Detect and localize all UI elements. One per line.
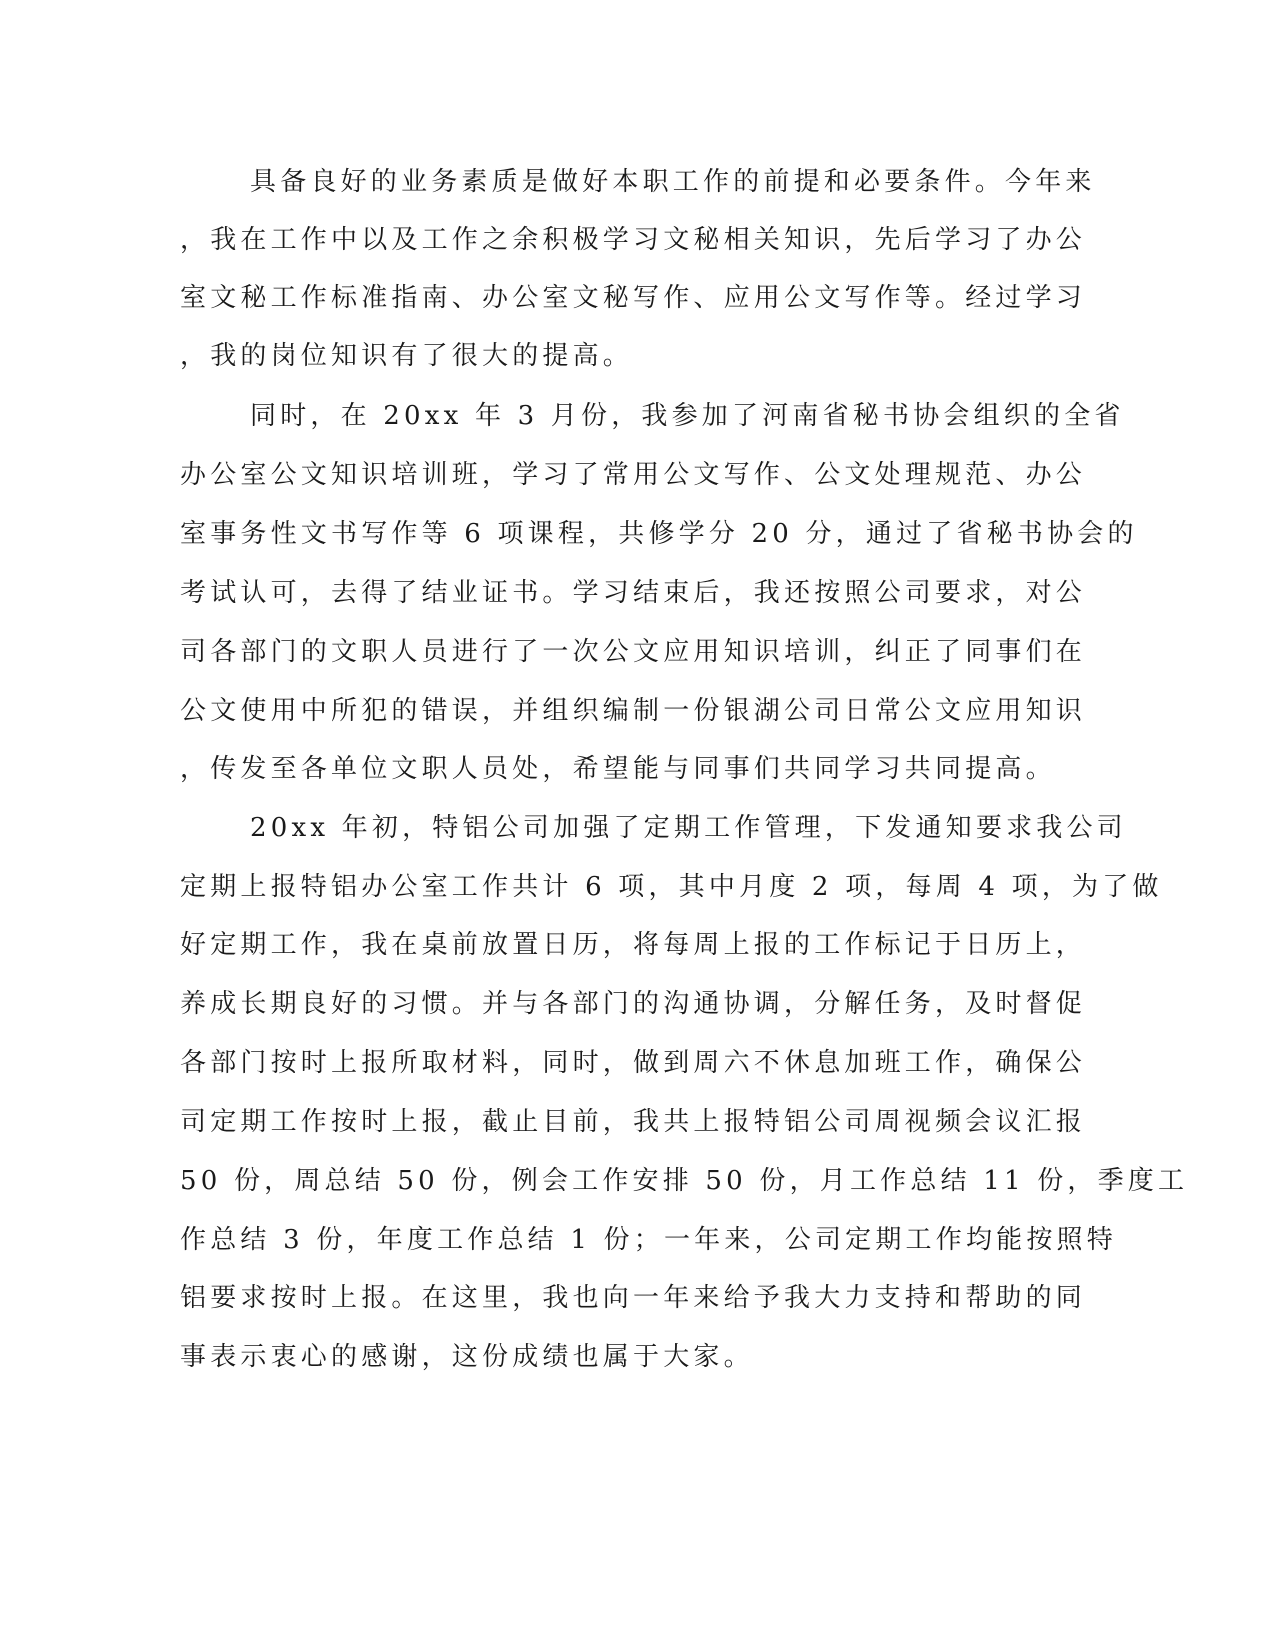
- paragraph-3-line-5: 各部门按时上报所取材料，同时，做到周六不休息加班工作，确保公: [180, 1048, 1087, 1078]
- paragraph-2-line-2: 办公室公文知识培训班，学习了常用公文写作、公文处理规范、办公: [180, 460, 1087, 490]
- paragraph-3-line-4: 养成长期良好的习惯。并与各部门的沟通协调，分解任务，及时督促: [180, 989, 1087, 1019]
- paragraph-3-line-6: 司定期工作按时上报，截止目前，我共上报特铝公司周视频会议汇报: [180, 1107, 1087, 1137]
- paragraph-2-line-5: 司各部门的文职人员进行了一次公文应用知识培训，纠正了同事们在: [180, 637, 1087, 667]
- paragraph-2-line-1: 同时，在 20xx 年 3 月份，我参加了河南省秘书协会组织的全省: [250, 401, 1125, 431]
- paragraph-1-line-4: ，我的岗位知识有了很大的提高。: [180, 341, 634, 371]
- paragraph-3-line-2: 定期上报特铝办公室工作共计 6 项，其中月度 2 项，每周 4 项，为了做: [180, 872, 1163, 902]
- paragraph-1-line-1: 具备良好的业务素质是做好本职工作的前提和必要条件。今年来: [250, 167, 1096, 197]
- paragraph-2-line-3: 室事务性文书写作等 6 项课程，共修学分 20 分，通过了省秘书协会的: [180, 519, 1138, 549]
- paragraph-3-line-7: 50 份，周总结 50 份，例会工作安排 50 份，月工作总结 11 份，季度工: [180, 1166, 1189, 1196]
- paragraph-2-line-6: 公文使用中所犯的错误，并组织编制一份银湖公司日常公文应用知识: [180, 696, 1087, 726]
- paragraph-1-line-2: ，我在工作中以及工作之余积极学习文秘相关知识，先后学习了办公: [180, 225, 1087, 255]
- paragraph-3-line-10: 事表示衷心的感谢，这份成绩也属于大家。: [180, 1342, 754, 1372]
- paragraph-3-line-1: 20xx 年初，特铝公司加强了定期工作管理，下发通知要求我公司: [250, 813, 1127, 843]
- paragraph-3-line-9: 铝要求按时上报。在这里，我也向一年来给予我大力支持和帮助的同: [180, 1283, 1087, 1313]
- paragraph-1-line-3: 室文秘工作标准指南、办公室文秘写作、应用公文写作等。经过学习: [180, 283, 1087, 313]
- paragraph-2-line-4: 考试认可，去得了结业证书。学习结束后，我还按照公司要求，对公: [180, 578, 1087, 608]
- paragraph-2-line-7: ，传发至各单位文职人员处，希望能与同事们共同学习共同提高。: [180, 754, 1056, 784]
- paragraph-3-line-8: 作总结 3 份，年度工作总结 1 份；一年来，公司定期工作均能按照特: [180, 1225, 1117, 1255]
- paragraph-3-line-3: 好定期工作，我在桌前放置日历，将每周上报的工作标记于日历上，: [180, 930, 1087, 960]
